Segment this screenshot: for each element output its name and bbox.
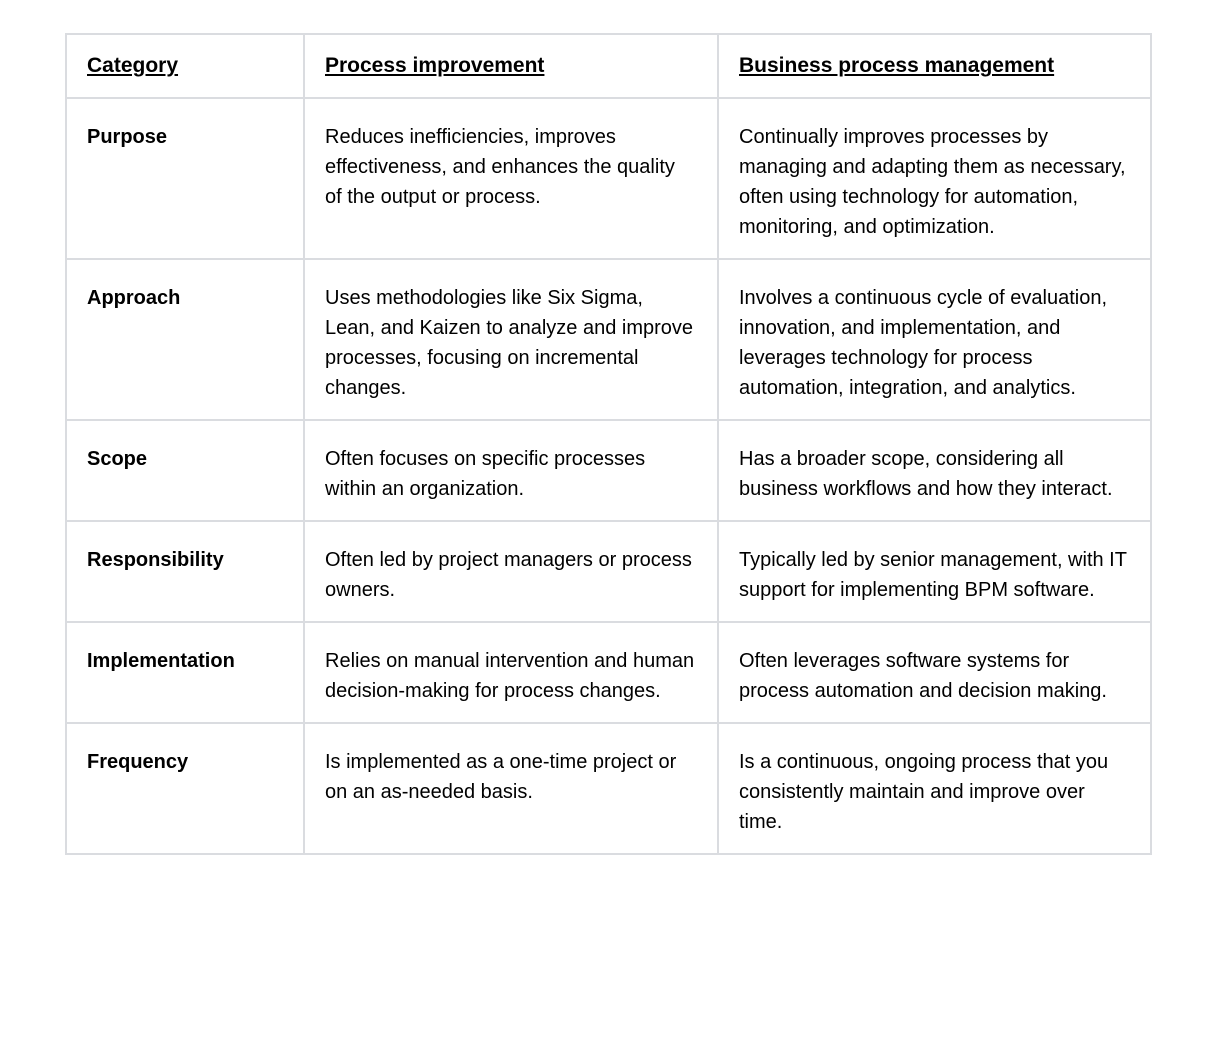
business-process-management-cell: Typically led by senior management, with IT support for implementing BPM software. bbox=[718, 521, 1151, 622]
process-improvement-cell: Often led by project managers or process owners. bbox=[304, 521, 718, 622]
business-process-management-cell: Is a continuous, ongoing process that you consistently maintain and improve over time. bbox=[718, 723, 1151, 854]
table-row bbox=[66, 521, 1151, 622]
business-process-management-cell: Involves a continuous cycle of evaluation, innovation, and implementation, and leverages technology for process automation, integration, and analytics. bbox=[718, 259, 1151, 420]
business-process-management-cell: Has a broader scope, considering all business workflows and how they interact. bbox=[718, 420, 1151, 521]
table-row bbox=[66, 98, 1151, 259]
header-process-improvement: Process improvement bbox=[304, 34, 718, 98]
header-business-process-management: Business process management bbox=[718, 34, 1151, 98]
process-improvement-cell: Is implemented as a one-time project or on an as-needed basis. bbox=[304, 723, 718, 854]
process-improvement-cell: Relies on manual intervention and human decision-making for process changes. bbox=[304, 622, 718, 723]
table-row bbox=[66, 259, 1151, 420]
table-body bbox=[66, 98, 1151, 854]
business-process-management-cell: Continually improves processes by managing and adapting them as necessary, often using technology for automation, monitoring, and optimization. bbox=[718, 98, 1151, 259]
process-improvement-cell: Uses methodologies like Six Sigma, Lean, and Kaizen to analyze and improve processes, focusing on incremental changes. bbox=[304, 259, 718, 420]
header-category: Category bbox=[66, 34, 304, 98]
category-cell: Scope bbox=[66, 420, 304, 521]
business-process-management-cell: Often leverages software systems for process automation and decision making. bbox=[718, 622, 1151, 723]
category-cell: Frequency bbox=[66, 723, 304, 854]
process-improvement-cell: Often focuses on specific processes within an organization. bbox=[304, 420, 718, 521]
process-improvement-cell: Reduces inefficiencies, improves effectiveness, and enhances the quality of the output or process. bbox=[304, 98, 718, 259]
table-row bbox=[66, 622, 1151, 723]
category-cell: Purpose bbox=[66, 98, 304, 259]
comparison-table bbox=[65, 33, 1152, 855]
table-row bbox=[66, 723, 1151, 854]
category-cell: Responsibility bbox=[66, 521, 304, 622]
table-header-row bbox=[66, 34, 1151, 98]
category-cell: Implementation bbox=[66, 622, 304, 723]
category-cell: Approach bbox=[66, 259, 304, 420]
table-row bbox=[66, 420, 1151, 521]
